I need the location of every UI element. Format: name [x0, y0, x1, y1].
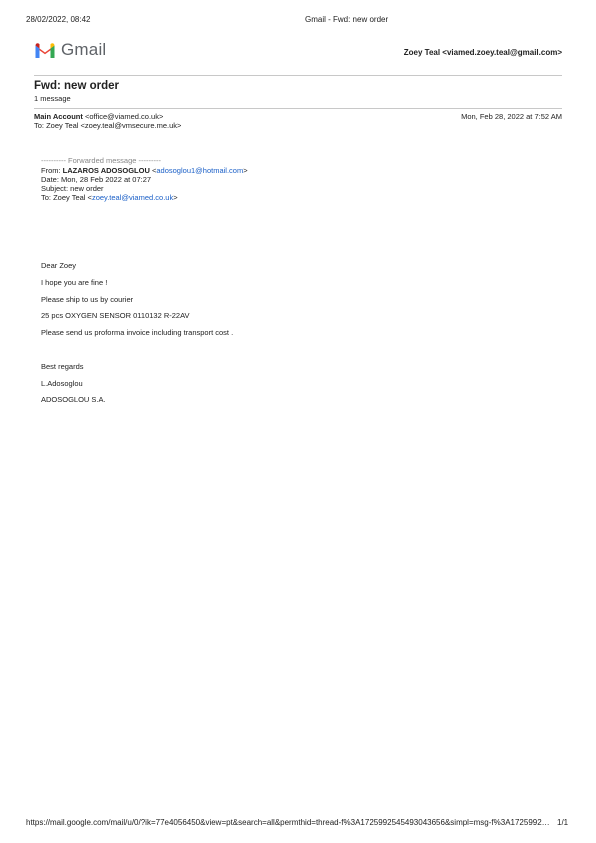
- thread-subject: Fwd: new order: [34, 80, 119, 92]
- account-email: Zoey Teal <viamed.zoey.teal@gmail.com>: [403, 48, 562, 57]
- forward-to-label: To: Zoey Teal <: [41, 193, 92, 202]
- body-company: ADOSOGLOU S.A.: [41, 395, 106, 404]
- forward-from-gt: >: [243, 166, 248, 175]
- body-greeting: Dear Zoey: [41, 261, 77, 270]
- body-regards: Best regards: [41, 362, 84, 371]
- forward-from: [41, 166, 248, 175]
- forward-to-email-link[interactable]: zoey.teal@viamed.co.uk: [91, 193, 174, 202]
- forward-separator: ---------- Forwarded message ---------: [41, 156, 161, 165]
- gmail-m-icon: [34, 42, 56, 59]
- sender-name: Main Account: [34, 112, 83, 121]
- gmail-logo[interactable]: [34, 40, 106, 60]
- message-date: Mon, Feb 28, 2022 at 7:52 AM: [461, 112, 562, 121]
- forward-from-email-link[interactable]: adosoglou1@hotmail.com: [156, 166, 244, 175]
- forward-from-name: LAZAROS ADOSOGLOU: [62, 166, 150, 175]
- forward-from-lt: <: [149, 166, 157, 175]
- print-url: https://mail.google.com/mail/u/0/?ik=77e4056450&view=pt&search=all&permthid=thread-f%3A1725992545493043656&simpl=msg-f%3A1725992…: [26, 818, 550, 827]
- body-hope: I hope you are fine !: [41, 278, 108, 287]
- message-sender: [34, 112, 163, 121]
- forward-from-label: From:: [41, 166, 63, 175]
- body-proforma: Please send us proforma invoice including transport cost .: [41, 328, 234, 337]
- message-count: 1 message: [34, 94, 71, 103]
- forward-to: [41, 193, 178, 202]
- body-order-item: 25 pcs OXYGEN SENSOR 0110132 R-22AV: [41, 311, 190, 320]
- header-divider: [34, 75, 562, 76]
- subject-divider: [34, 108, 562, 109]
- page-number: 1/1: [557, 818, 569, 827]
- forward-subject: Subject: new order: [41, 184, 104, 193]
- print-title: Gmail - Fwd: new order: [305, 15, 389, 24]
- body-request: Please ship to us by courier: [41, 295, 134, 304]
- print-datetime: 28/02/2022, 08:42: [26, 15, 91, 24]
- body-signer: L.Adosoglou: [41, 379, 83, 388]
- message-recipient: To: Zoey Teal <zoey.teal@vmsecure.me.uk>: [34, 121, 182, 130]
- gmail-logo-text: Gmail: [61, 40, 107, 59]
- forward-to-gt: >: [173, 193, 178, 202]
- sender-email: <office@viamed.co.uk>: [84, 112, 164, 121]
- forward-date: Date: Mon, 28 Feb 2022 at 07:27: [41, 175, 152, 184]
